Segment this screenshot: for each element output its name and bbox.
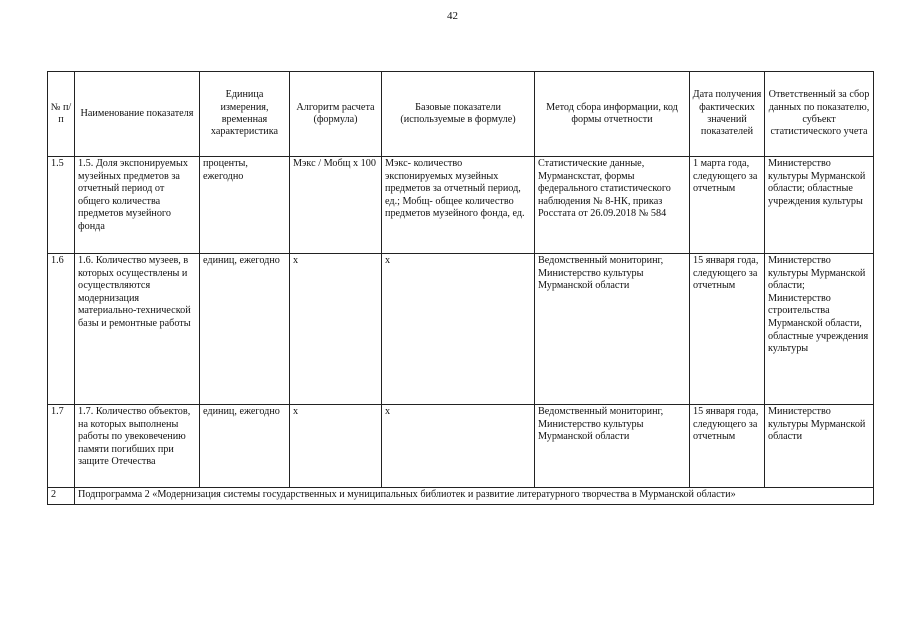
row-unit: единиц, ежегодно [200,254,290,405]
row-base-indicators: Мэкс- количество экспонируемых музейных предметов за отчетный период, ед.; Мобщ- общее количество предметов музейного фонда, ед. [382,157,535,254]
table-row [48,254,874,405]
header-formula: Алгоритм расчета (формула) [290,72,382,157]
row-date: 1 марта года, следующего за отчетным [690,157,765,254]
table-row [48,405,874,488]
row-date: 15 января года, следующего за отчетным [690,405,765,488]
header-num: № п/п [48,72,75,157]
header-collection-method: Метод сбора информации, код формы отчетности [535,72,690,157]
header-date: Дата получения фактических значений показателей [690,72,765,157]
header-base-indicators: Базовые показатели (используемые в формуле) [382,72,535,157]
row-formula: x [290,254,382,405]
row-base-indicators: x [382,254,535,405]
row-responsible: Министерство культуры Мурманской области; Министерство строительства Мурманской области, областные учреждения культуры [765,254,874,405]
table-header-row [48,72,874,157]
row-num: 1.7 [48,405,75,488]
row-responsible: Министерство культуры Мурманской области; областные учреждения культуры [765,157,874,254]
header-responsible: Ответственный за сбор данных по показателю, субъект статистического учета [765,72,874,157]
row-indicator-name: 1.7. Количество объектов, на которых выполнены работы по увековечению памяти погибших при защите Отечества [75,405,200,488]
row-indicator-name: 1.6. Количество музеев, в которых осуществлены и осуществляются модернизация материально-технической базы и ремонтные работы [75,254,200,405]
header-indicator-name: Наименование показателя [75,72,200,157]
row-collection-method: Ведомственный мониторинг, Министерство культуры Мурманской области [535,405,690,488]
row-base-indicators: x [382,405,535,488]
subprogram-title: Подпрограмма 2 «Модернизация системы государственных и муниципальных библиотек и развитие литературного творчества в Мурманской области» [75,488,874,505]
row-formula: x [290,405,382,488]
row-unit: проценты, ежегодно [200,157,290,254]
row-unit: единиц, ежегодно [200,405,290,488]
row-collection-method: Ведомственный мониторинг, Министерство культуры Мурманской области [535,254,690,405]
subprogram-row [48,488,874,505]
indicators-table [47,71,874,505]
page-number: 42 [447,10,458,22]
header-unit: Единица измерения, временная характеристика [200,72,290,157]
row-responsible: Министерство культуры Мурманской области [765,405,874,488]
table-row [48,157,874,254]
row-collection-method: Статистические данные, Мурманскстат, формы федерального статистического наблюдения № 8-НК, приказ Росстата от 26.09.2018 № 584 [535,157,690,254]
row-date: 15 января года, следующего за отчетным [690,254,765,405]
row-formula: Мэкс / Мобщ x 100 [290,157,382,254]
row-indicator-name: 1.5. Доля экспонируемых музейных предметов за отчетный период от общего количества предметов музейного фонда [75,157,200,254]
row-num: 1.5 [48,157,75,254]
subprogram-num: 2 [48,488,75,505]
row-num: 1.6 [48,254,75,405]
